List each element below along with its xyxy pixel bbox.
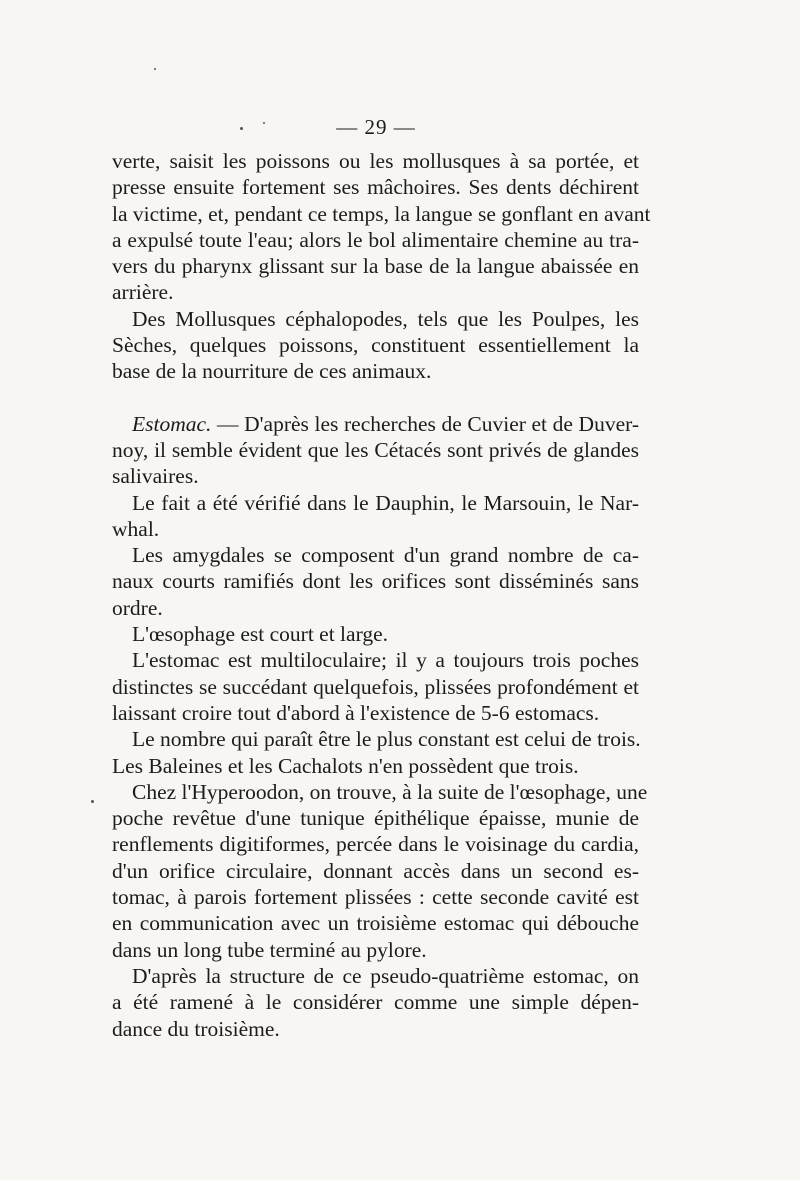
text-line: dans un long tube terminé au pylore. <box>112 937 427 962</box>
text-line: Le nombre qui paraît être le plus constant est celui de trois. <box>132 727 641 752</box>
body-text <box>112 148 651 1042</box>
text-line: Les Baleines et les Cachalots n'en possèdent que trois. <box>112 753 579 778</box>
text-line: ordre. <box>112 595 163 620</box>
scan-speck <box>91 800 94 803</box>
text-line: laissant croire tout d'abord à l'existence de 5-6 estomacs. <box>112 700 600 725</box>
text-line: a expulsé toute l'eau; alors le bol alimentaire chemine au tra- <box>112 227 639 252</box>
text-line <box>112 411 639 437</box>
text-line: arrière. <box>112 280 174 305</box>
text-line: Le fait a été vérifié dans le Dauphin, le Marsouin, le Nar- <box>132 490 639 515</box>
text-line: presse ensuite fortement ses mâchoires. Ses dents déchirent <box>112 175 639 200</box>
text-line: L'estomac est multiloculaire; il y a toujours trois poches <box>132 648 639 673</box>
text-line: distinctes se succédant quelquefois, plissées profondément et <box>112 674 639 699</box>
text-line: whal. <box>112 516 160 541</box>
text-line: base de la nourriture de ces animaux. <box>112 359 432 384</box>
heading-continuation: — D'après les recherches de Cuvier et de Duver- <box>211 411 639 436</box>
text-line: tomac, à parois fortement plissées : cette seconde cavité est <box>112 885 639 910</box>
text-line: Sèches, quelques poissons, constituent essentiellement la <box>112 333 639 358</box>
text-line: Chez l'Hyperoodon, on trouve, à la suite de l'œsophage, une <box>132 779 648 804</box>
scan-speck <box>263 122 265 124</box>
section-gap <box>112 385 639 411</box>
scan-speck <box>240 127 243 130</box>
text-line: noy, il semble évident que les Cétacés sont privés de glandes <box>112 437 639 462</box>
section-heading: Estomac. <box>132 411 212 436</box>
text-line: d'un orifice circulaire, donnant accès dans un second es- <box>112 858 639 883</box>
text-line: verte, saisit les poissons ou les mollusques à sa portée, et <box>112 149 639 173</box>
text-line: salivaires. <box>112 464 199 489</box>
text-line: dance du troisième. <box>112 1016 280 1041</box>
text-line: a été ramené à le considérer comme une simple dépen- <box>112 990 639 1015</box>
text-line: L'œsophage est court et large. <box>132 622 389 647</box>
page-number: — 29 — <box>336 115 416 139</box>
text-line: Les amygdales se composent d'un grand nombre de ca- <box>132 543 639 568</box>
text-line: D'après la structure de ce pseudo-quatrième estomac, on <box>132 963 639 988</box>
text-line: poche revêtue d'une tunique épithélique épaisse, munie de <box>112 806 639 831</box>
text-line: renflements digitiformes, percée dans le voisinage du cardia, <box>112 832 639 857</box>
text-line: en communication avec un troisième estomac qui débouche <box>112 911 639 936</box>
text-line: vers du pharynx glissant sur la base de la langue abaissée en <box>112 254 639 279</box>
text-line: la victime, et, pendant ce temps, la langue se gonflant en avant <box>112 201 651 226</box>
scan-speck <box>154 68 156 70</box>
text-line: naux courts ramifiés dont les orifices sont disséminés sans <box>112 569 639 594</box>
text-line: Des Mollusques céphalopodes, tels que les Poulpes, les <box>132 306 639 331</box>
